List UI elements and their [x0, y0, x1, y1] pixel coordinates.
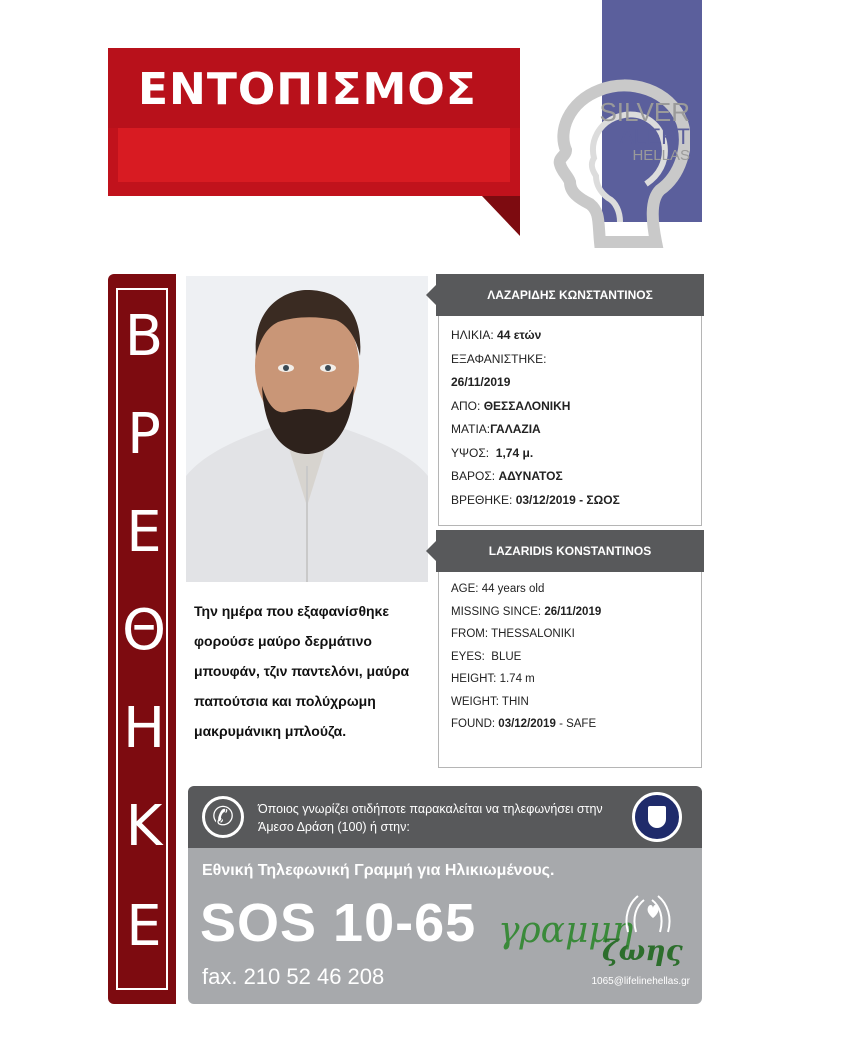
age-row — [439, 578, 701, 601]
lifeline-logo — [498, 898, 688, 968]
hotline-name: Εθνική Τηλεφωνική Γραμμή για Ηλικιωμένους. — [202, 862, 555, 879]
eyes-label: ΜΑΤΙΑ: — [451, 422, 491, 436]
age-value: 44 ετών — [497, 328, 542, 342]
from-label: ΑΠΟ: — [451, 398, 481, 413]
height-label: HEIGHT: — [451, 673, 497, 685]
found-suffix: - SAFE — [559, 718, 597, 730]
found-label: ΒΡΕΘΗΚΕ: — [451, 492, 513, 507]
contact-email[interactable]: 1065@lifelinehellas.gr — [591, 976, 690, 987]
lifeline-word-2: ζωης — [602, 934, 683, 967]
hands-logo-icon — [618, 882, 688, 938]
silver-alert-logo — [586, 98, 690, 164]
found-value: 03/12/2019 - ΣΩΟΣ — [515, 492, 620, 507]
height-value: 1,74 μ. — [495, 445, 534, 460]
weight-value: ΑΔΥΝΑΤΟΣ — [498, 469, 563, 483]
logo-alert: ALERT — [619, 124, 690, 149]
found-row — [439, 713, 701, 736]
height-label: ΥΨΟΣ: — [451, 445, 490, 460]
logo-hellas: HELLAS — [632, 147, 690, 164]
height-value: 1.74 m — [499, 673, 535, 685]
logo-silver: SILVER — [599, 97, 690, 127]
strip-letter: Ε — [126, 894, 162, 959]
from-row — [439, 395, 701, 419]
missing-value: 26/11/2019 — [451, 375, 511, 389]
eyes-value: ΓΑΛΑΖΙΑ — [490, 422, 541, 436]
weight-label: ΒΑΡΟΣ: — [451, 469, 496, 483]
from-value: ΘΕΣΣΑΛΟΝΙΚΗ — [483, 398, 571, 413]
age-value: 44 years old — [481, 583, 545, 595]
greek-name-header: ΛΑΖΑΡΙΔΗΣ ΚΩΝΣΤΑΝΤΙΝΟΣ — [436, 274, 704, 316]
weight-label: WEIGHT: — [451, 695, 499, 708]
missing-value: 26/11/2019 — [544, 605, 602, 618]
found-row — [439, 489, 701, 513]
person-photo — [186, 276, 428, 582]
strip-letter: Ρ — [127, 402, 161, 467]
height-row — [439, 442, 701, 466]
eyes-label: EYES: — [451, 650, 485, 663]
found-strip — [108, 274, 176, 1004]
hotline-box — [188, 848, 702, 1004]
from-row — [439, 623, 701, 646]
english-details-card — [438, 572, 702, 768]
height-row — [439, 668, 701, 691]
lifeline-word-1: γραμμη — [498, 910, 634, 951]
fax-number: fax. 210 52 46 208 — [202, 964, 385, 989]
hotline-message: Όποιος γνωρίζει οτιδήποτε παρακαλείται να τηλεφωνήσει στην Άμεσο Δράση (100) ή στην: — [258, 802, 603, 834]
found-label: FOUND: — [451, 718, 496, 730]
missing-row — [439, 601, 701, 624]
age-label: AGE: — [451, 583, 479, 595]
found-strip-frame — [116, 288, 168, 990]
weight-row — [439, 691, 701, 714]
from-value: THESSALONIKI — [491, 628, 575, 640]
missing-label: MISSING SINCE: — [451, 605, 542, 618]
strip-letter: Η — [122, 696, 166, 761]
banner-bottom — [118, 128, 510, 182]
eyes-row — [439, 646, 701, 669]
banner-fold — [482, 196, 520, 236]
hotline-instructions — [188, 786, 702, 848]
missing-value-row — [439, 371, 701, 395]
weight-value: THIN — [501, 695, 529, 708]
weight-row — [439, 465, 701, 489]
found-value: 03/12/2019 — [498, 718, 556, 730]
strip-letter: Β — [124, 304, 164, 369]
greek-details-card — [438, 316, 702, 526]
from-label: FROM: — [451, 628, 489, 640]
strip-letter: Θ — [121, 598, 167, 663]
missing-label-row — [439, 348, 701, 372]
english-name-header: LAZARIDIS KONSTANTINOS — [436, 530, 704, 572]
eyes-value: BLUE — [491, 650, 522, 663]
age-label: ΗΛΙΚΙΑ: — [451, 328, 494, 342]
missing-label: ΕΞΑΦΑΝΙΣΤΗΚΕ: — [451, 351, 547, 366]
banner-top — [108, 48, 520, 128]
clothing-description: Την ημέρα που εξαφανίσθηκε φορούσε μαύρο δερμάτινο μπουφάν, τζιν παντελόνι, μαύρα παπούτσια και πολύχρωμη μακρυμάνικη μπλούζα. — [194, 603, 410, 739]
phone-icon: ✆ — [202, 796, 244, 838]
person-photo-image — [186, 276, 428, 582]
sos-number: SOS 10-65 — [200, 893, 477, 953]
strip-letter: Κ — [125, 794, 163, 859]
eyes-row — [439, 418, 701, 442]
strip-letter: Ε — [126, 500, 162, 565]
age-row — [439, 324, 701, 348]
banner-title: ΕΝΤΟΠΙΣΜΟΣ — [138, 64, 477, 115]
title-banner — [108, 48, 520, 196]
police-emblem-icon — [632, 792, 682, 842]
